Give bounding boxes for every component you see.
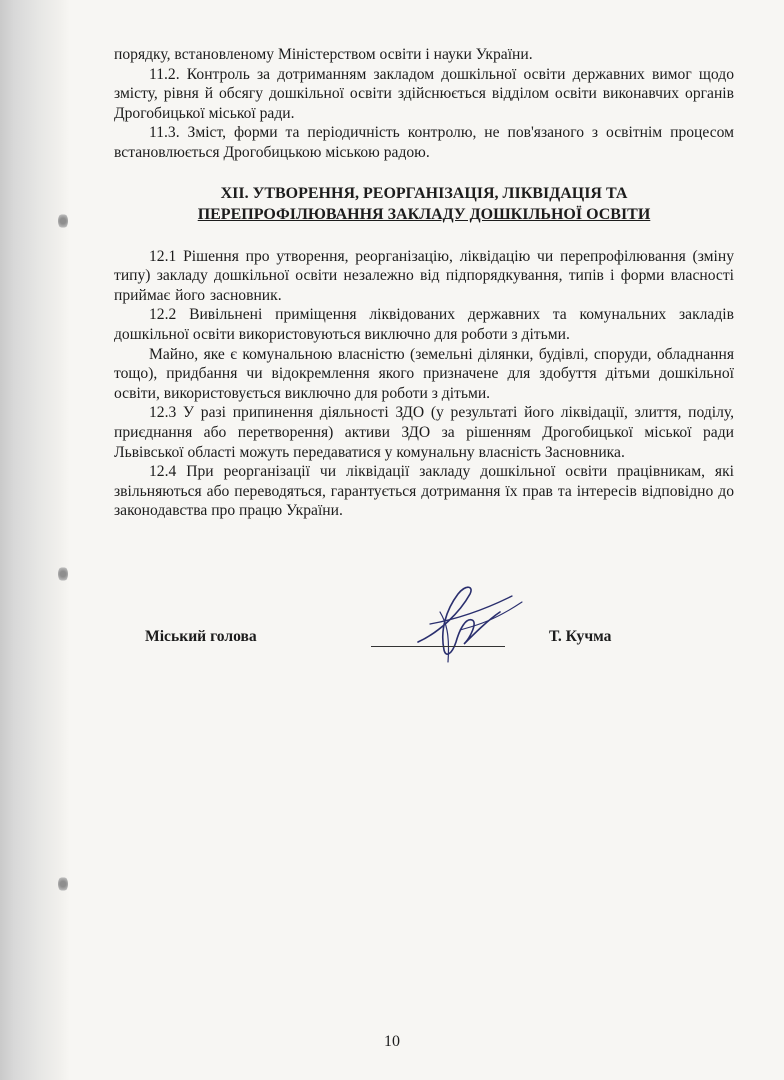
heading-line-1: XII. УТВОРЕННЯ, РЕОРГАНІЗАЦІЯ, ЛІКВІДАЦІЯ ТА — [220, 184, 628, 202]
signer-name: Т. Кучма — [549, 628, 612, 645]
binder-hole — [58, 213, 68, 229]
paragraph-12-1: 12.1 Рішення про утворення, реорганізацію, ліквідацію чи перепрофілювання (зміну типу) закладу дошкільної освіти незалежно від підпорядкування, типів і форми власності приймає його засновник. — [114, 247, 734, 304]
paragraph-11-2: 11.2. Контроль за дотриманням закладом дошкільної освіти державних вимог щодо змісту, рівня й обсягу дошкільної освіти здійснюється відділом освіти виконавчих органів Дрогобицької міської ради. — [114, 65, 734, 122]
signer-position: Міський голова — [145, 628, 257, 645]
page-number: 10 — [384, 1033, 400, 1050]
paragraph-12-2-property: Майно, яке є комунальною власністю (земельні ділянки, будівлі, споруди, обладнання тощо), придбання чи відокремлення якого призначене для здобуття дітьми дошкільної освіти, використовується виключно для роботи з дітьми. — [114, 345, 734, 402]
signature-block — [145, 624, 645, 664]
section-heading — [114, 183, 734, 225]
paragraph-11-1-tail: порядку, встановленому Міністерством освіти і науки України. — [114, 46, 533, 63]
signature-line — [371, 646, 505, 647]
paragraph-12-2: 12.2 Вивільнені приміщення ліквідованих державних та комунальних закладів дошкільної освіти використовуються виключно для роботи з дітьми. — [114, 306, 734, 343]
paragraph-12-3: 12.3 У разі припинення діяльності ЗДО (у результаті його ліквідації, злиття, поділу, приєднання або перетворення) активи ЗДО за рішенням Дрогобицької міської ради Львівської області можуть передаватися у комунальну власність Засновника. — [114, 404, 734, 461]
paragraph-12-4: 12.4 При реорганізації чи ліквідації закладу дошкільної освіти працівникам, які звільняються або переводяться, гарантується дотримання їх прав та інтересів відповідно до законодавства про працю України. — [114, 463, 734, 520]
heading-line-2: ПЕРЕПРОФІЛЮВАННЯ ЗАКЛАДУ ДОШКІЛЬНОЇ ОСВІТИ — [197, 205, 651, 223]
paragraph-11-3: 11.3. Зміст, форми та періодичність контролю, не пов'язаного з освітнім процесом встановлюється Дрогобицькою міською радою. — [114, 124, 734, 161]
binder-hole — [58, 566, 68, 582]
document-body — [114, 45, 734, 521]
binding-shadow — [0, 0, 70, 1080]
binder-hole — [58, 876, 68, 892]
